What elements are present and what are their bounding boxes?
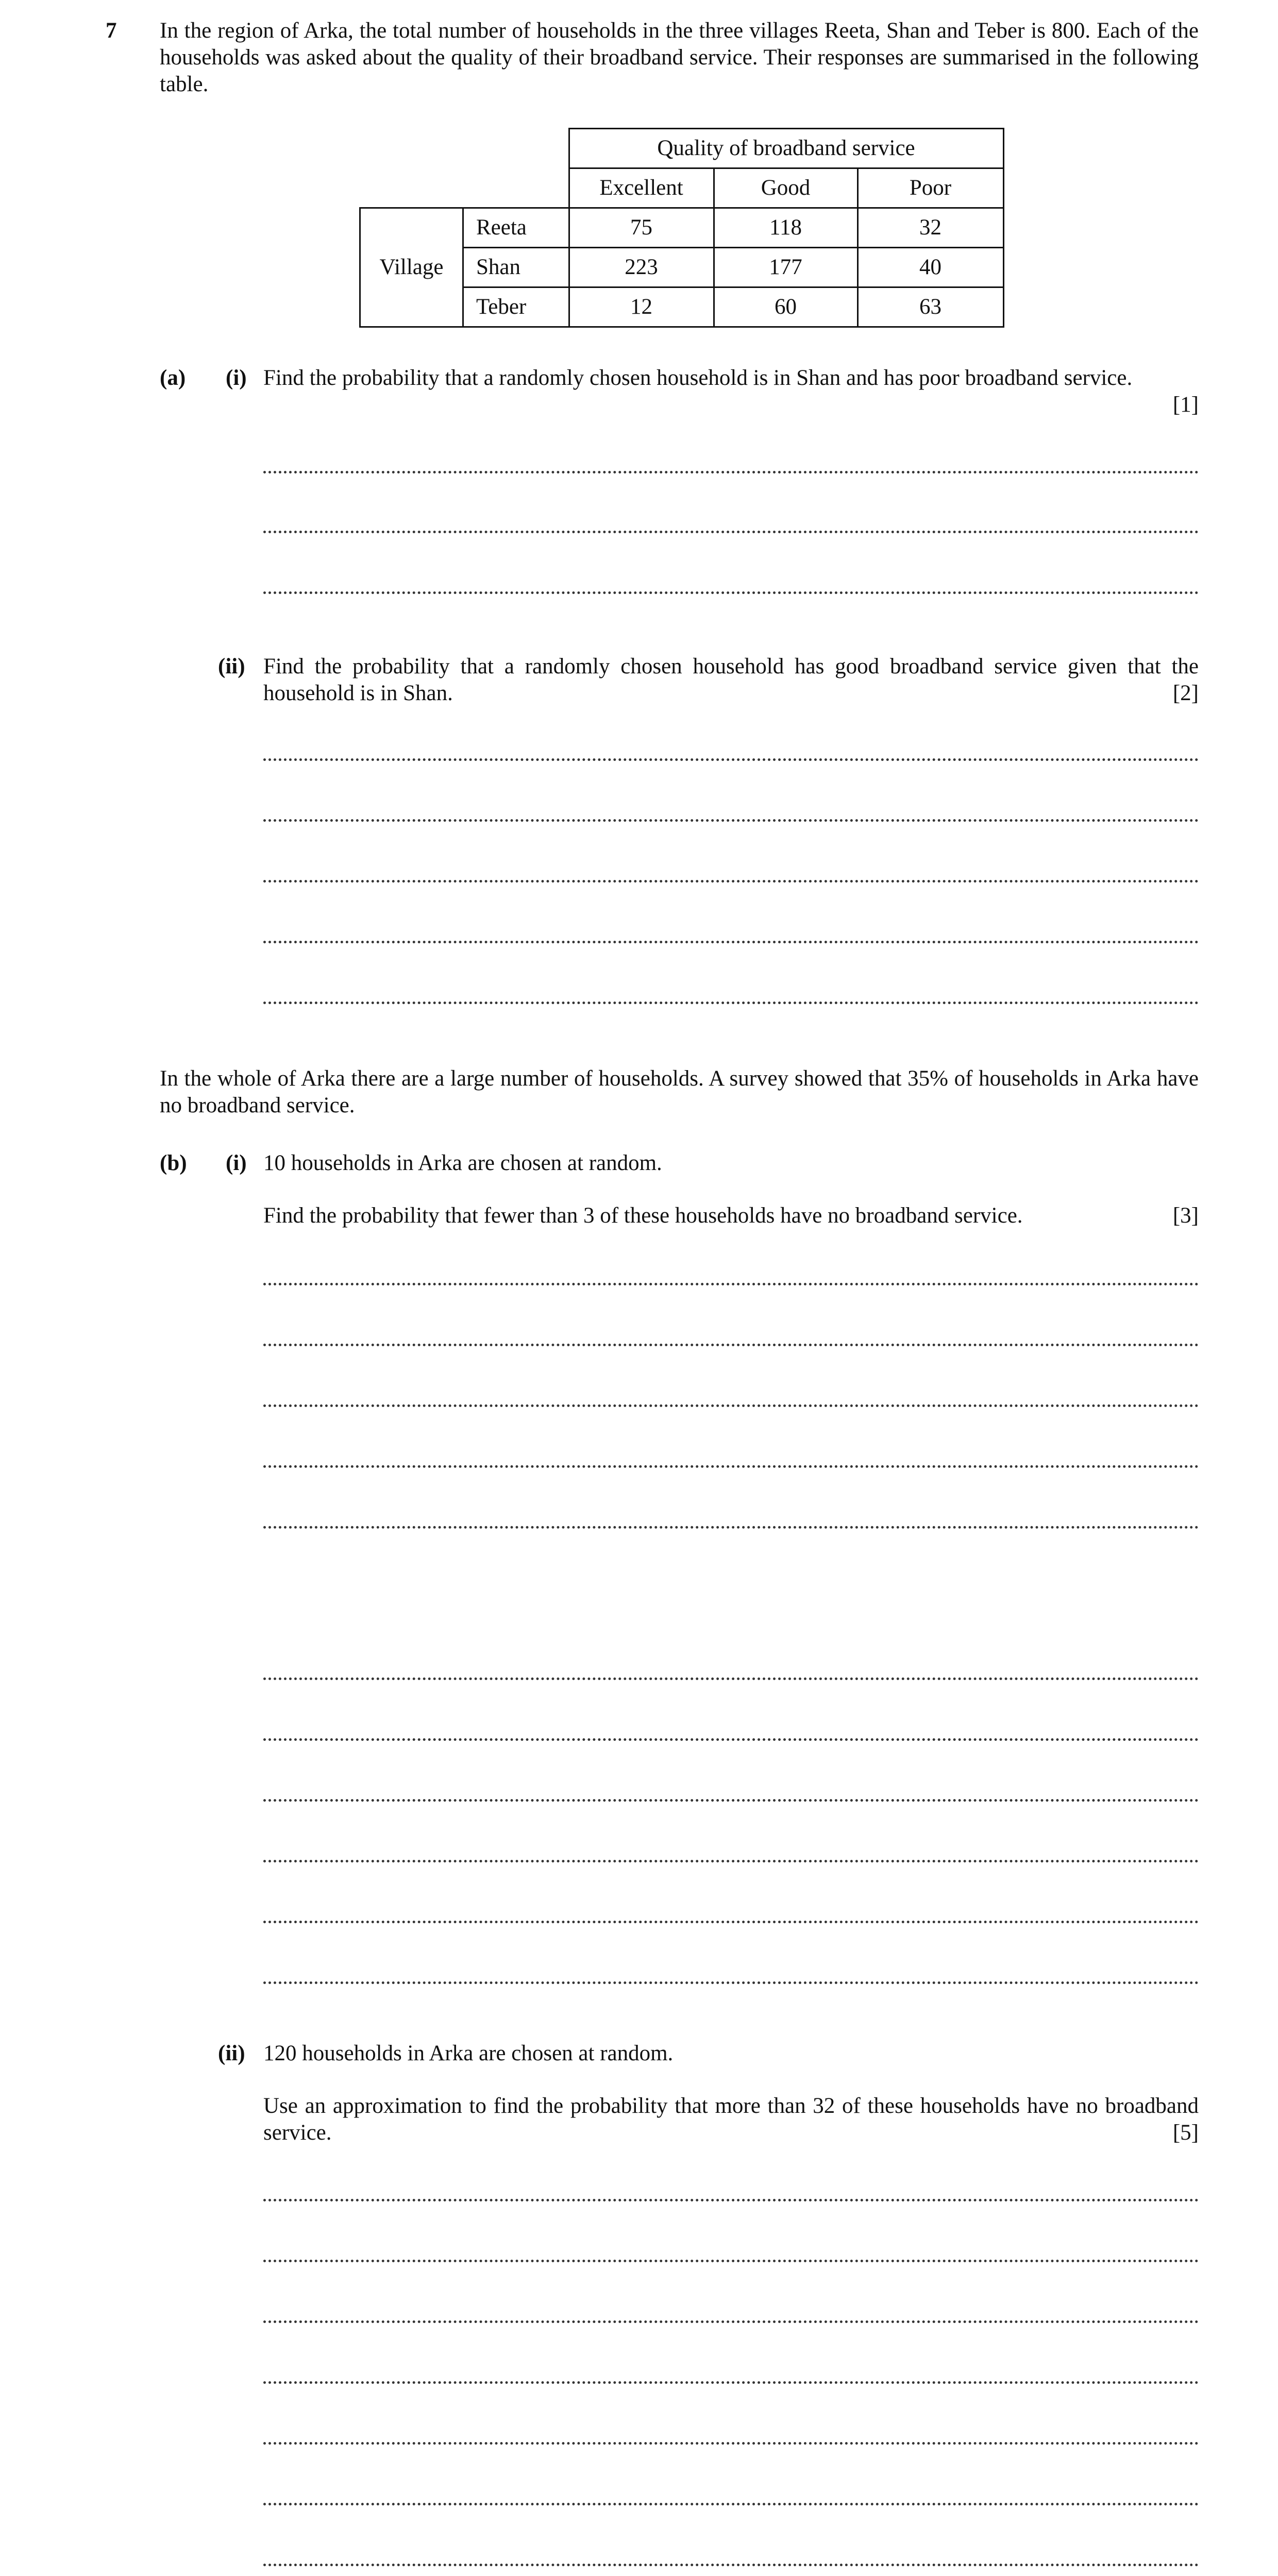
answer-line[interactable] [263,2199,1199,2201]
part-b-ii-line1: 120 households in Arka are chosen at random. [263,2041,674,2065]
table-cell: 40 [857,248,1003,287]
part-b-i-label: (i) [226,1151,247,1175]
answer-line[interactable] [263,819,1199,822]
answer-line[interactable] [263,531,1199,533]
table-cell: 60 [714,287,857,327]
answer-line[interactable] [263,1002,1199,1004]
table-row [360,208,1004,248]
table-group-header: Quality of broadband service [569,129,1003,168]
row-label-reeta: Reeta [463,208,569,248]
context-paragraph: In the whole of Arka there are a large number of households. A survey showed that 35% of households in Arka have no broadband service. [160,1066,1199,1117]
part-a-i-text: Find the probability that a randomly chosen household is in Shan and has poor broadband service. [263,366,1133,390]
part-b-ii-line2: Use an approximation to find the probability that more than 32 of these households have no broadband service. [263,2094,1199,2145]
part-b-i-marks: [3] [1172,1204,1199,1228]
table-cell: 118 [714,208,857,248]
part-b-label: (b) [160,1151,187,1175]
answer-line[interactable] [263,2381,1199,2384]
answer-line[interactable] [263,2503,1199,2505]
answer-line[interactable] [263,1981,1199,1984]
column-header-excellent: Excellent [569,168,714,208]
question-number: 7 [106,19,117,43]
table-cell: 177 [714,248,857,287]
part-a-ii-label: (ii) [218,654,245,679]
answer-line[interactable] [263,758,1199,761]
answer-line[interactable] [263,1860,1199,1862]
table-cell: 63 [857,287,1003,327]
part-b-i-line1: 10 households in Arka are chosen at random. [263,1151,662,1175]
part-a-label: (a) [160,366,186,390]
answer-line[interactable] [263,1799,1199,1802]
table-cell: 12 [569,287,714,327]
question-intro: In the region of Arka, the total number of households in the three villages Reeta, Shan and Teber is 800. Each of the households was asked about the quality of their broadband service. Their responses are summarised in the following table. [160,19,1199,96]
answer-line[interactable] [263,2564,1199,2566]
part-b-ii-label: (ii) [218,2041,245,2065]
part-b-ii-marks: [5] [1172,2121,1199,2145]
row-group-label: Village [360,208,463,327]
column-header-poor: Poor [857,168,1003,208]
part-a-i-marks: [1] [1172,393,1199,417]
table-cell: 75 [569,208,714,248]
part-b-i-line2: Find the probability that fewer than 3 of these households have no broadband service. [263,1204,1023,1228]
answer-line[interactable] [263,1526,1199,1529]
answer-line[interactable] [263,2320,1199,2323]
row-label-shan: Shan [463,248,569,287]
column-header-good: Good [714,168,857,208]
broadband-table [359,128,1004,328]
answer-line[interactable] [263,1465,1199,1468]
answer-line[interactable] [263,591,1199,594]
part-a-i-label: (i) [226,366,247,390]
answer-line[interactable] [263,1738,1199,1741]
answer-line[interactable] [263,1344,1199,1346]
answer-line[interactable] [263,471,1199,473]
answer-line[interactable] [263,941,1199,943]
answer-line[interactable] [263,1404,1199,1407]
answer-line[interactable] [263,1921,1199,1923]
answer-line[interactable] [263,880,1199,883]
row-label-teber: Teber [463,287,569,327]
answer-line[interactable] [263,1677,1199,1680]
part-a-ii-marks: [2] [1172,681,1199,705]
part-a-ii-text: Find the probability that a randomly chosen household has good broadband service given that the household is in Shan. [263,654,1199,705]
table-cell: 32 [857,208,1003,248]
answer-line[interactable] [263,1283,1199,1285]
answer-line[interactable] [263,2260,1199,2262]
answer-line[interactable] [263,2442,1199,2445]
table-cell: 223 [569,248,714,287]
